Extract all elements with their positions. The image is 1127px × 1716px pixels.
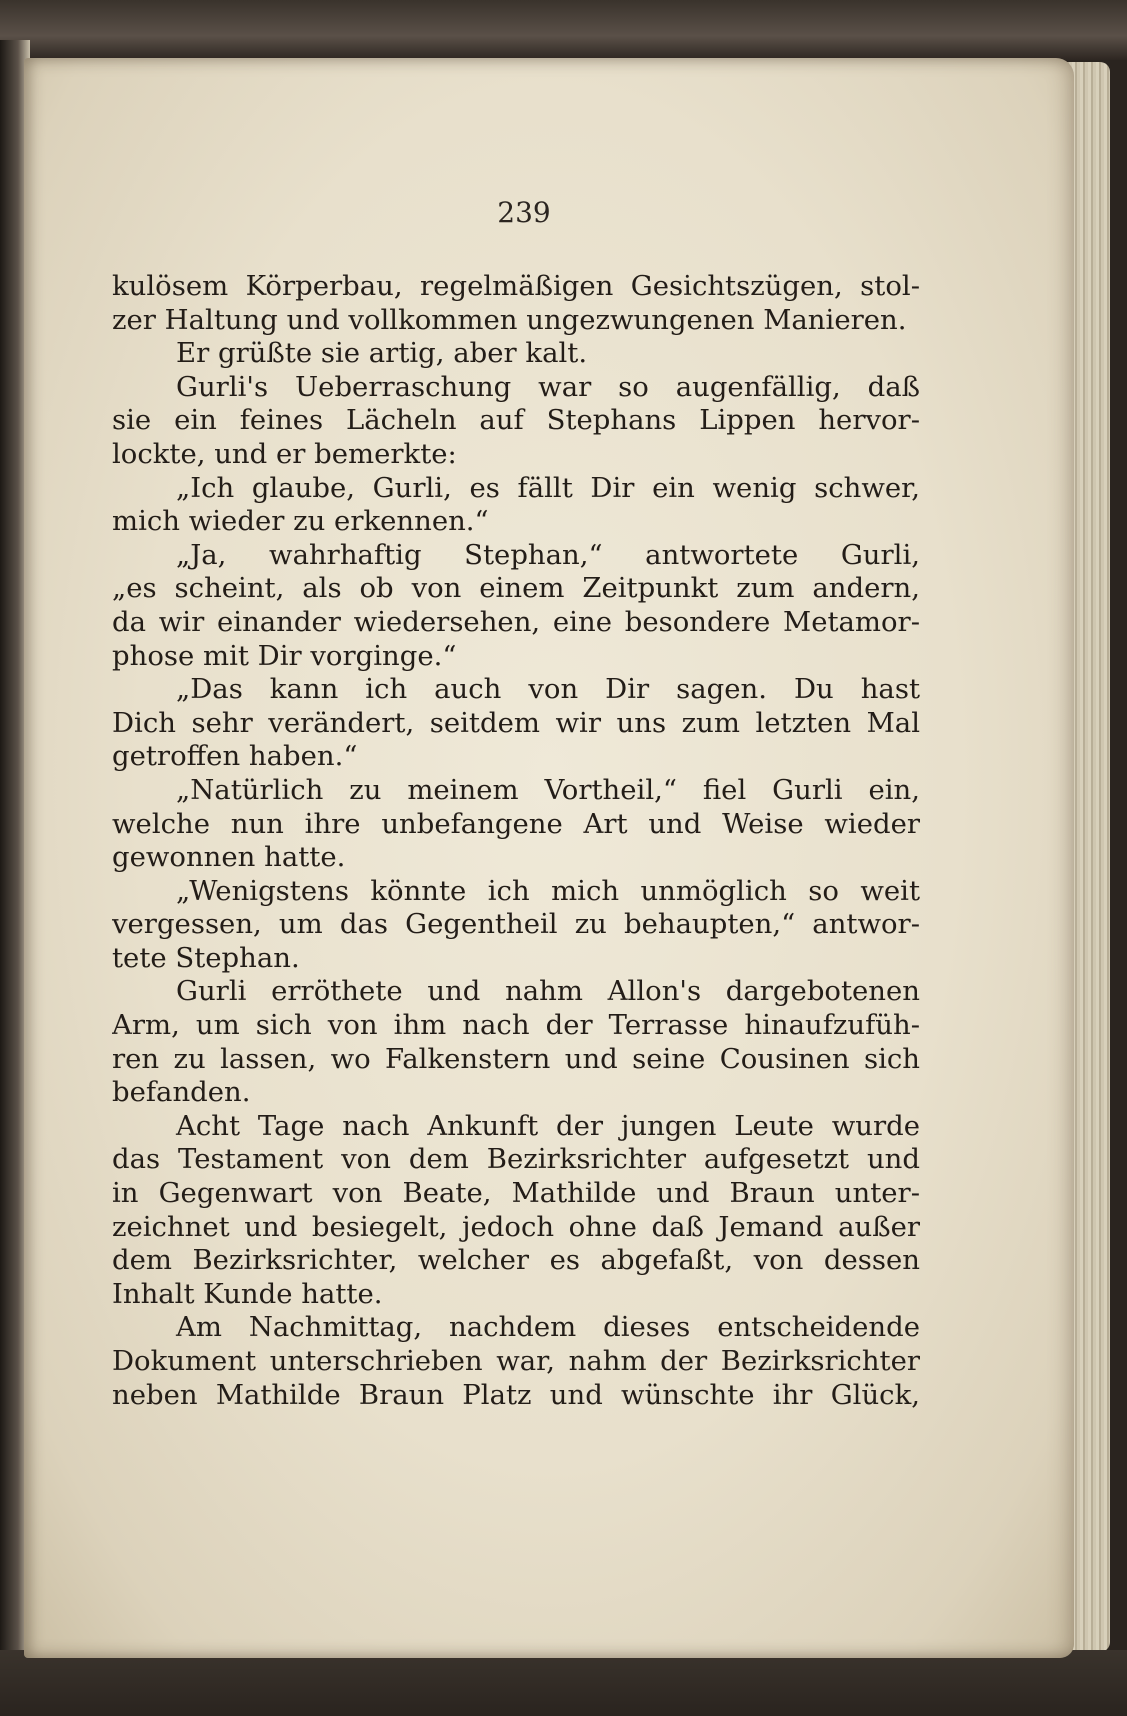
text-line: Acht Tage nach Ankunft der jungen Leute wurde xyxy=(176,1109,920,1142)
text-line: „Ich glaube, Gurli, es fällt Dir ein wenig schwer, xyxy=(176,471,920,504)
text-line: mich wieder zu erkennen.“ xyxy=(112,505,489,538)
text-line: „Ja, wahrhaftig Stephan,“ antwortete Gurli, xyxy=(176,538,920,571)
text-line: tete Stephan. xyxy=(112,941,300,974)
text-line: zer Haltung und vollkommen ungezwungenen Manieren. xyxy=(112,303,907,336)
text-line: „Das kann ich auch von Dir sagen. Du hast xyxy=(176,673,920,706)
text-line: in Gegenwart von Beate, Mathilde und Braun unter- xyxy=(112,1177,920,1210)
text-line: sie ein feines Lächeln auf Stephans Lippen hervor- xyxy=(112,404,920,437)
text-line: Er grüßte sie artig, aber kalt. xyxy=(176,337,588,370)
text-line: Gurli erröthete und nahm Allon's dargebotenen xyxy=(176,975,920,1008)
text-line: neben Mathilde Braun Platz und wünschte ihr Glück, xyxy=(112,1378,920,1411)
text-line: vergessen, um das Gegentheil zu behaupten,“ antwor- xyxy=(112,908,920,941)
text-line: phose mit Dir vorginge.“ xyxy=(112,639,457,672)
text-line: „Wenigstens könnte ich mich unmöglich so weit xyxy=(176,874,920,907)
text-line: getroffen haben.“ xyxy=(112,740,358,773)
text-line: Gurli's Ueberraschung war so augenfällig, daß xyxy=(176,370,920,403)
text-line: Arm, um sich von ihm nach der Terrasse hinaufzufüh- xyxy=(112,1009,920,1042)
page-text xyxy=(112,270,920,1412)
text-line: Dokument unterschrieben war, nahm der Bezirksrichter xyxy=(112,1345,920,1377)
text-line: Inhalt Kunde hatte. xyxy=(112,1277,383,1310)
book-top-edge xyxy=(0,0,1127,60)
text-line: Dich sehr verändert, seitdem wir uns zum letzten Mal xyxy=(112,706,920,739)
book-page xyxy=(24,58,1074,1658)
text-line: da wir einander wiedersehen, eine besondere Metamor- xyxy=(112,605,920,638)
text-line: dem Bezirksrichter, welcher es abgefaßt, von dessen xyxy=(112,1244,920,1277)
text-line: ren zu lassen, wo Falkenstern und seine Cousinen sich xyxy=(112,1042,920,1075)
text-line: befanden. xyxy=(112,1076,251,1109)
text-line: Am Nachmittag, nachdem dieses entscheidende xyxy=(176,1311,920,1344)
page-number: 239 xyxy=(497,196,551,229)
text-line: welche nun ihre unbefangene Art und Weise wieder xyxy=(112,807,920,840)
text-line: zeichnet und besiegelt, jedoch ohne daß Jemand außer xyxy=(112,1210,920,1243)
text-line: lockte, und er bemerkte: xyxy=(112,437,457,470)
text-line: gewonnen hatte. xyxy=(112,841,346,874)
text-line: „Natürlich zu meinem Vortheil,“ fiel Gurli ein, xyxy=(176,773,920,806)
text-line: das Testament von dem Bezirksrichter aufgesetzt und xyxy=(112,1143,920,1176)
text-line: kulösem Körperbau, regelmäßigen Gesichtszügen, stol- xyxy=(112,270,920,302)
text-line: „es scheint, als ob von einem Zeitpunkt zum andern, xyxy=(112,572,920,605)
book-bottom-edge xyxy=(0,1650,1127,1716)
